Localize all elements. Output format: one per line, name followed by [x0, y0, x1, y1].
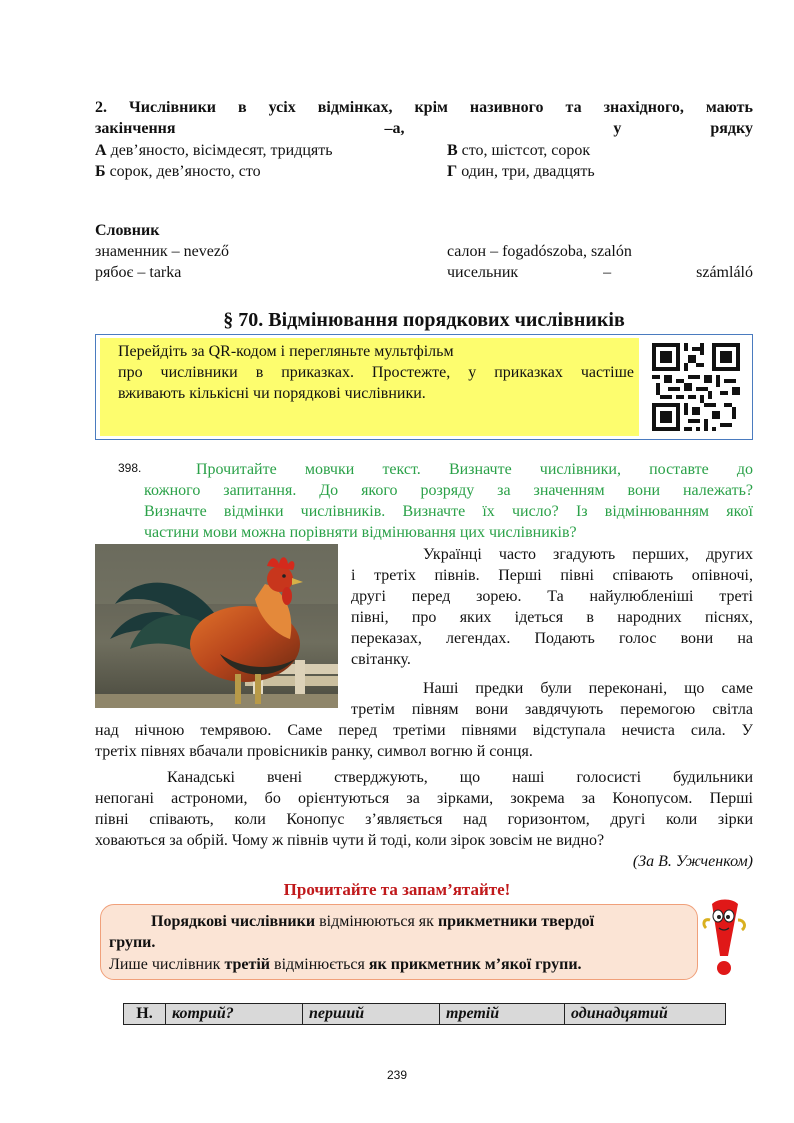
rule-line-2: групи.	[109, 934, 156, 951]
task2-prompt-line2: закінчення –а, у рядку	[95, 120, 753, 137]
rule-line-3: Лише числівник третій відмінюється як прикметник м’якої групи.	[109, 956, 582, 973]
vocab-item: знаменник – nevező	[95, 243, 229, 260]
option-g: Г один, три, двадцять	[447, 163, 595, 180]
declension-table	[123, 1003, 726, 1025]
option-b: Б сорок, дев’яносто, сто	[95, 163, 261, 180]
rule-box	[100, 904, 698, 980]
vocabulary-title: Словник	[95, 222, 160, 239]
qr-task-text: Перейдіть за QR-кодом і перегляньте мультфільм про числівники в приказках. Простежте, у приказках частіше вживають кількісні чи порядкові числівники.	[118, 343, 634, 402]
rule-line-1: Порядкові числівники відмінюються як прикметники твердої	[151, 913, 595, 930]
text-paragraph-3-line: ховаються за обрій. Чому ж півнів чути й тоді, коли зірок зовсім не видно?	[95, 832, 605, 849]
table-cell: одинадцятий	[565, 1004, 726, 1025]
text-paragraph-3-line: півні співають, коли Конопус з’являється над горизонтом, другі коли зірки	[95, 811, 753, 828]
qr-task-box	[95, 334, 753, 440]
vocab-item: салон – fogadószoba, szalón	[447, 243, 632, 260]
page-number: 239	[386, 1068, 408, 1082]
text-paragraph-2-line: над нічною темрявою. Саме перед третіми півнями відступала нечиста сила. У	[95, 722, 753, 739]
text-paragraph-3-line: Канадські вчені стверджують, що наші голосисті будильники	[167, 769, 753, 786]
qr-code-icon[interactable]	[652, 343, 740, 431]
exercise-instruction-line: Прочитайте мовчки текст. Визначте числівники, поставте до	[196, 461, 753, 478]
rooster-image	[95, 544, 338, 708]
exercise-instruction-line: частини мови можна порівняти відмінювання цих числівників?	[144, 524, 577, 541]
table-cell: котрий?	[166, 1004, 303, 1025]
table-cell: перший	[303, 1004, 440, 1025]
exercise-instruction-line: кожного запитання. До якого розряду за значенням вони належать?	[144, 482, 753, 499]
option-a: А дев’яносто, вісімдесят, тридцять	[95, 142, 333, 159]
text-paragraph-1: Українці часто згадують перших, других і третіх півнів. Перші півні співають опівночі, другі перед зорею. Та найулюбленіші треті півні, про яких ідеться в народних піснях, переказах, легендах. Подають голос вони на світанку.	[351, 546, 753, 668]
table-cell: Н.	[124, 1004, 166, 1025]
qr-task-highlight	[100, 338, 639, 436]
option-v: В сто, шістсот, сорок	[447, 142, 591, 159]
exercise-number: 398.	[118, 461, 142, 475]
section-title: § 70. Відмінювання порядкових числівників	[223, 309, 625, 331]
vocab-item: чисельник – számláló	[447, 264, 753, 281]
exercise-instruction-line: Визначте відмінки числівників. Визначте їх число? Із відмінюванням якої	[144, 503, 753, 520]
vocab-item: рябоє – tarka	[95, 264, 182, 281]
task2-prompt-line1: 2. Числівники в усіх відмінках, крім називного та знахідного, мають	[95, 99, 753, 116]
text-source: (За В. Ужченком)	[632, 853, 753, 870]
text-paragraph-3-line: непогані астрономи, бо орієнтуються за зірками, зокрема за Конопусом. Перші	[95, 790, 753, 807]
text-paragraph-2-line: третіх півнях вбачали провісників ранку, символ вогню й сонця.	[95, 743, 533, 760]
rule-title: Прочитайте та запам’ятайте!	[283, 880, 511, 899]
table-cell: третій	[440, 1004, 565, 1025]
table-row	[124, 1004, 726, 1025]
exclamation-mascot-icon	[698, 898, 750, 978]
text-paragraph-2: Наші предки були переконані, що саме третім півням вони завдячують перемогою світла	[351, 680, 753, 718]
